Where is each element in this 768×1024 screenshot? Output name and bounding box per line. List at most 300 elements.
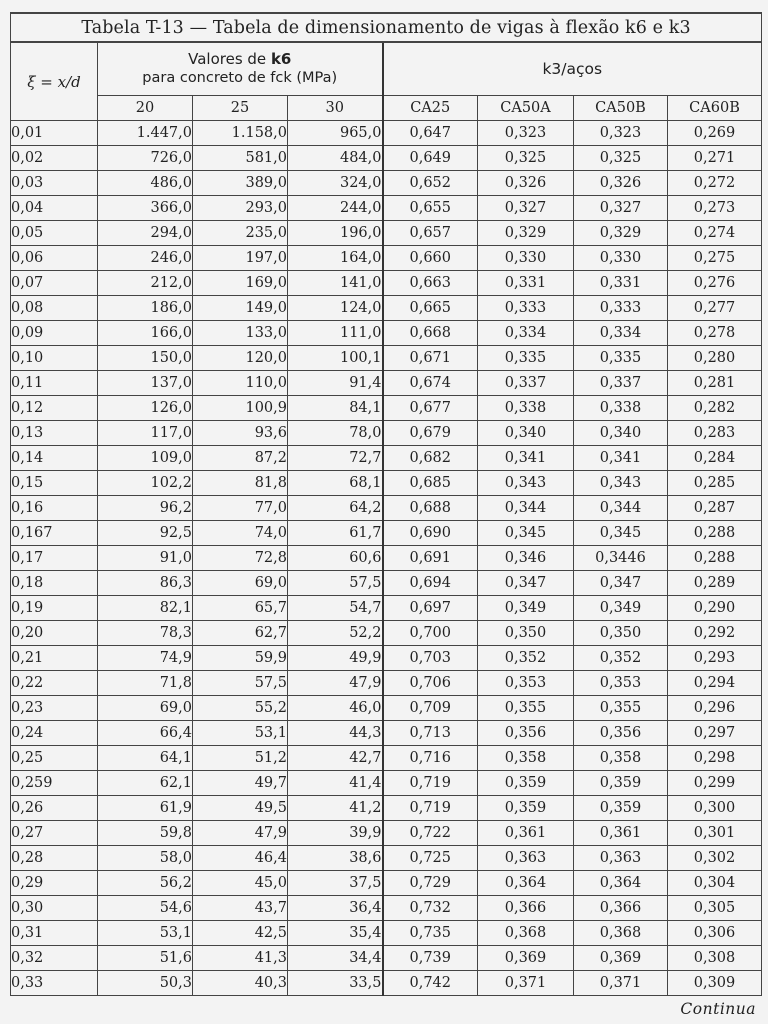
cell-k3-ca50b: 0,343 — [574, 471, 668, 496]
cell-k6-25: 57,5 — [193, 671, 288, 696]
cell-k3-ca50a: 0,343 — [478, 471, 574, 496]
cell-k6-30: 49,9 — [288, 646, 383, 671]
cell-k3-ca50b: 0,331 — [574, 271, 668, 296]
cell-k3-ca50a: 0,335 — [478, 346, 574, 371]
cell-k3-ca25: 0,657 — [383, 221, 478, 246]
table-row — [11, 546, 762, 571]
cell-xi: 0,11 — [11, 371, 98, 396]
cell-k3-ca50a: 0,326 — [478, 171, 574, 196]
cell-k3-ca50b: 0,350 — [574, 621, 668, 646]
cell-xi: 0,20 — [11, 621, 98, 646]
cell-k3-ca60b: 0,276 — [668, 271, 762, 296]
cell-k3-ca50b: 0,3446 — [574, 546, 668, 571]
cell-xi: 0,07 — [11, 271, 98, 296]
cell-k6-20: 150,0 — [98, 346, 193, 371]
cell-k6-25: 389,0 — [193, 171, 288, 196]
cell-k6-20: 212,0 — [98, 271, 193, 296]
cell-xi: 0,05 — [11, 221, 98, 246]
cell-k6-25: 293,0 — [193, 196, 288, 221]
table-row — [11, 121, 762, 146]
cell-xi: 0,17 — [11, 546, 98, 571]
cell-k3-ca50b: 0,338 — [574, 396, 668, 421]
cell-k6-20: 92,5 — [98, 521, 193, 546]
cell-k3-ca60b: 0,302 — [668, 846, 762, 871]
cell-k6-30: 37,5 — [288, 871, 383, 896]
cell-k3-ca50b: 0,364 — [574, 871, 668, 896]
cell-k3-ca50a: 0,330 — [478, 246, 574, 271]
cell-k3-ca60b: 0,271 — [668, 146, 762, 171]
continua-label: Continua — [680, 1000, 756, 1018]
cell-k3-ca60b: 0,296 — [668, 696, 762, 721]
cell-k6-25: 169,0 — [193, 271, 288, 296]
cell-k3-ca25: 0,716 — [383, 746, 478, 771]
table-row — [11, 496, 762, 521]
cell-k3-ca50b: 0,368 — [574, 921, 668, 946]
cell-k3-ca25: 0,671 — [383, 346, 478, 371]
cell-k3-ca50b: 0,337 — [574, 371, 668, 396]
cell-k3-ca60b: 0,304 — [668, 871, 762, 896]
cell-xi: 0,167 — [11, 521, 98, 546]
cell-k3-ca50a: 0,359 — [478, 796, 574, 821]
cell-xi: 0,27 — [11, 821, 98, 846]
cell-k3-ca25: 0,655 — [383, 196, 478, 221]
cell-k3-ca50b: 0,356 — [574, 721, 668, 746]
cell-k3-ca50b: 0,330 — [574, 246, 668, 271]
cell-k6-20: 82,1 — [98, 596, 193, 621]
cell-k3-ca50a: 0,356 — [478, 721, 574, 746]
cell-k6-25: 235,0 — [193, 221, 288, 246]
cell-k6-30: 52,2 — [288, 621, 383, 646]
cell-xi: 0,23 — [11, 696, 98, 721]
cell-k3-ca60b: 0,292 — [668, 621, 762, 646]
cell-k3-ca50b: 0,349 — [574, 596, 668, 621]
cell-k3-ca25: 0,652 — [383, 171, 478, 196]
k6-k3-table — [10, 12, 762, 996]
cell-k3-ca60b: 0,283 — [668, 421, 762, 446]
cell-k6-25: 1.158,0 — [193, 121, 288, 146]
col-header-ca50a: CA50A — [478, 96, 574, 121]
cell-xi: 0,28 — [11, 846, 98, 871]
cell-k6-30: 46,0 — [288, 696, 383, 721]
cell-k6-25: 197,0 — [193, 246, 288, 271]
table-row — [11, 421, 762, 446]
cell-k3-ca60b: 0,274 — [668, 221, 762, 246]
cell-xi: 0,33 — [11, 971, 98, 996]
k6-title-prefix: Valores de — [188, 50, 271, 68]
cell-k6-30: 61,7 — [288, 521, 383, 546]
cell-xi: 0,15 — [11, 471, 98, 496]
cell-xi: 0,14 — [11, 446, 98, 471]
cell-k6-30: 196,0 — [288, 221, 383, 246]
cell-k3-ca50a: 0,327 — [478, 196, 574, 221]
cell-k3-ca60b: 0,290 — [668, 596, 762, 621]
cell-k6-30: 141,0 — [288, 271, 383, 296]
cell-xi: 0,19 — [11, 596, 98, 621]
cell-k3-ca25: 0,682 — [383, 446, 478, 471]
cell-k3-ca50b: 0,369 — [574, 946, 668, 971]
table-row — [11, 696, 762, 721]
cell-k6-30: 91,4 — [288, 371, 383, 396]
cell-k3-ca25: 0,725 — [383, 846, 478, 871]
cell-k3-ca25: 0,735 — [383, 921, 478, 946]
cell-k3-ca50a: 0,323 — [478, 121, 574, 146]
cell-k3-ca60b: 0,282 — [668, 396, 762, 421]
cell-k6-30: 64,2 — [288, 496, 383, 521]
cell-k6-25: 69,0 — [193, 571, 288, 596]
cell-k6-20: 486,0 — [98, 171, 193, 196]
cell-k3-ca50b: 0,335 — [574, 346, 668, 371]
col-header-ca50b: CA50B — [574, 96, 668, 121]
cell-xi: 0,16 — [11, 496, 98, 521]
cell-k3-ca60b: 0,281 — [668, 371, 762, 396]
cell-k6-20: 62,1 — [98, 771, 193, 796]
cell-k3-ca60b: 0,309 — [668, 971, 762, 996]
cell-xi: 0,12 — [11, 396, 98, 421]
cell-k6-20: 126,0 — [98, 396, 193, 421]
cell-k3-ca50b: 0,345 — [574, 521, 668, 546]
cell-k3-ca25: 0,663 — [383, 271, 478, 296]
cell-k3-ca50a: 0,341 — [478, 446, 574, 471]
cell-k3-ca25: 0,685 — [383, 471, 478, 496]
cell-k6-20: 66,4 — [98, 721, 193, 746]
cell-k3-ca50b: 0,371 — [574, 971, 668, 996]
table-row — [11, 896, 762, 921]
table-row — [11, 971, 762, 996]
cell-k6-20: 137,0 — [98, 371, 193, 396]
cell-k3-ca50a: 0,355 — [478, 696, 574, 721]
cell-k6-30: 100,1 — [288, 346, 383, 371]
cell-k3-ca50a: 0,368 — [478, 921, 574, 946]
k6-header — [98, 42, 383, 96]
cell-k3-ca50a: 0,325 — [478, 146, 574, 171]
cell-k3-ca50b: 0,359 — [574, 796, 668, 821]
cell-k6-25: 120,0 — [193, 346, 288, 371]
cell-k6-25: 53,1 — [193, 721, 288, 746]
cell-k6-25: 45,0 — [193, 871, 288, 896]
cell-k6-30: 38,6 — [288, 846, 383, 871]
cell-k3-ca25: 0,706 — [383, 671, 478, 696]
table-row — [11, 146, 762, 171]
cell-xi: 0,21 — [11, 646, 98, 671]
cell-k3-ca50a: 0,331 — [478, 271, 574, 296]
table-row — [11, 721, 762, 746]
cell-k6-25: 149,0 — [193, 296, 288, 321]
cell-k3-ca60b: 0,305 — [668, 896, 762, 921]
cell-k3-ca50b: 0,352 — [574, 646, 668, 671]
cell-k6-30: 33,5 — [288, 971, 383, 996]
table-row — [11, 871, 762, 896]
cell-k6-20: 186,0 — [98, 296, 193, 321]
cell-k3-ca50a: 0,364 — [478, 871, 574, 896]
cell-k3-ca50b: 0,329 — [574, 221, 668, 246]
cell-k6-25: 59,9 — [193, 646, 288, 671]
cell-k3-ca60b: 0,288 — [668, 546, 762, 571]
table-row — [11, 271, 762, 296]
cell-xi: 0,26 — [11, 796, 98, 821]
cell-k3-ca50a: 0,340 — [478, 421, 574, 446]
k6-title-bold: k6 — [270, 50, 292, 68]
cell-k6-25: 93,6 — [193, 421, 288, 446]
table-row — [11, 246, 762, 271]
cell-k6-20: 109,0 — [98, 446, 193, 471]
cell-k6-20: 91,0 — [98, 546, 193, 571]
table-title: Tabela T-13 — Tabela de dimensionamento de vigas à flexão k6 e k3 — [11, 13, 762, 42]
col-header-30: 30 — [288, 96, 383, 121]
cell-k6-25: 49,5 — [193, 796, 288, 821]
cell-k3-ca60b: 0,306 — [668, 921, 762, 946]
cell-xi: 0,30 — [11, 896, 98, 921]
cell-k3-ca60b: 0,301 — [668, 821, 762, 846]
cell-k3-ca25: 0,700 — [383, 621, 478, 646]
cell-k6-20: 58,0 — [98, 846, 193, 871]
cell-k6-20: 54,6 — [98, 896, 193, 921]
cell-k3-ca50b: 0,359 — [574, 771, 668, 796]
cell-k3-ca25: 0,719 — [383, 771, 478, 796]
cell-k6-20: 51,6 — [98, 946, 193, 971]
table-row — [11, 321, 762, 346]
k3-header: k3/aços — [383, 42, 762, 96]
cell-k6-25: 40,3 — [193, 971, 288, 996]
cell-k3-ca25: 0,649 — [383, 146, 478, 171]
cell-k6-25: 87,2 — [193, 446, 288, 471]
cell-k3-ca50a: 0,337 — [478, 371, 574, 396]
cell-k3-ca25: 0,719 — [383, 796, 478, 821]
cell-k6-20: 69,0 — [98, 696, 193, 721]
cell-k6-25: 74,0 — [193, 521, 288, 546]
cell-k3-ca50a: 0,338 — [478, 396, 574, 421]
cell-k6-25: 51,2 — [193, 746, 288, 771]
cell-k6-20: 50,3 — [98, 971, 193, 996]
cell-k3-ca50a: 0,345 — [478, 521, 574, 546]
table-row — [11, 396, 762, 421]
cell-k3-ca60b: 0,278 — [668, 321, 762, 346]
table-row — [11, 671, 762, 696]
cell-k3-ca25: 0,722 — [383, 821, 478, 846]
cell-k6-20: 61,9 — [98, 796, 193, 821]
cell-k3-ca50a: 0,353 — [478, 671, 574, 696]
cell-xi: 0,10 — [11, 346, 98, 371]
cell-k6-30: 34,4 — [288, 946, 383, 971]
cell-k3-ca50b: 0,333 — [574, 296, 668, 321]
table-body — [11, 121, 762, 996]
cell-k6-30: 164,0 — [288, 246, 383, 271]
table-row — [11, 171, 762, 196]
cell-xi: 0,18 — [11, 571, 98, 596]
cell-k3-ca60b: 0,284 — [668, 446, 762, 471]
cell-k6-20: 246,0 — [98, 246, 193, 271]
cell-k3-ca25: 0,660 — [383, 246, 478, 271]
table-row — [11, 821, 762, 846]
cell-k3-ca60b: 0,298 — [668, 746, 762, 771]
cell-k6-20: 1.447,0 — [98, 121, 193, 146]
cell-xi: 0,25 — [11, 746, 98, 771]
cell-k3-ca60b: 0,287 — [668, 496, 762, 521]
cell-k6-30: 124,0 — [288, 296, 383, 321]
cell-k6-20: 64,1 — [98, 746, 193, 771]
cell-k3-ca25: 0,729 — [383, 871, 478, 896]
table-row — [11, 471, 762, 496]
col-header-ca60b: CA60B — [668, 96, 762, 121]
cell-xi: 0,08 — [11, 296, 98, 321]
table-row — [11, 596, 762, 621]
cell-k3-ca25: 0,713 — [383, 721, 478, 746]
cell-k6-30: 68,1 — [288, 471, 383, 496]
cell-k3-ca25: 0,668 — [383, 321, 478, 346]
cell-k3-ca25: 0,688 — [383, 496, 478, 521]
cell-k3-ca50a: 0,334 — [478, 321, 574, 346]
cell-k3-ca50a: 0,361 — [478, 821, 574, 846]
cell-k3-ca50b: 0,353 — [574, 671, 668, 696]
cell-k3-ca50b: 0,344 — [574, 496, 668, 521]
cell-k3-ca60b: 0,294 — [668, 671, 762, 696]
cell-k3-ca50b: 0,361 — [574, 821, 668, 846]
cell-k3-ca25: 0,679 — [383, 421, 478, 446]
k6-subtitle: para concreto de fck (MPa) — [142, 70, 338, 86]
cell-k3-ca50b: 0,325 — [574, 146, 668, 171]
cell-k6-25: 55,2 — [193, 696, 288, 721]
cell-k3-ca60b: 0,280 — [668, 346, 762, 371]
cell-k6-25: 65,7 — [193, 596, 288, 621]
table-row — [11, 746, 762, 771]
table-row — [11, 571, 762, 596]
cell-k3-ca60b: 0,308 — [668, 946, 762, 971]
cell-xi: 0,24 — [11, 721, 98, 746]
cell-k3-ca60b: 0,299 — [668, 771, 762, 796]
cell-k3-ca50b: 0,363 — [574, 846, 668, 871]
cell-k3-ca50a: 0,369 — [478, 946, 574, 971]
cell-k3-ca60b: 0,273 — [668, 196, 762, 221]
cell-k6-20: 56,2 — [98, 871, 193, 896]
cell-k6-25: 100,9 — [193, 396, 288, 421]
cell-k6-30: 111,0 — [288, 321, 383, 346]
cell-xi: 0,03 — [11, 171, 98, 196]
cell-k6-20: 53,1 — [98, 921, 193, 946]
cell-xi: 0,01 — [11, 121, 98, 146]
cell-xi: 0,09 — [11, 321, 98, 346]
cell-k6-20: 102,2 — [98, 471, 193, 496]
cell-k3-ca50b: 0,341 — [574, 446, 668, 471]
cell-k3-ca60b: 0,277 — [668, 296, 762, 321]
table-row — [11, 221, 762, 246]
cell-k6-25: 41,3 — [193, 946, 288, 971]
cell-k3-ca25: 0,674 — [383, 371, 478, 396]
cell-k3-ca50b: 0,327 — [574, 196, 668, 221]
cell-xi: 0,06 — [11, 246, 98, 271]
cell-k6-30: 44,3 — [288, 721, 383, 746]
cell-k3-ca25: 0,742 — [383, 971, 478, 996]
cell-k6-20: 78,3 — [98, 621, 193, 646]
cell-k6-25: 43,7 — [193, 896, 288, 921]
cell-k6-30: 35,4 — [288, 921, 383, 946]
xi-header: ξ = x/d — [11, 42, 98, 121]
table-row — [11, 296, 762, 321]
cell-k6-20: 166,0 — [98, 321, 193, 346]
cell-k3-ca25: 0,739 — [383, 946, 478, 971]
cell-xi: 0,04 — [11, 196, 98, 221]
cell-k6-30: 60,6 — [288, 546, 383, 571]
cell-k3-ca60b: 0,269 — [668, 121, 762, 146]
cell-k3-ca50b: 0,366 — [574, 896, 668, 921]
cell-k6-30: 72,7 — [288, 446, 383, 471]
table-row — [11, 446, 762, 471]
cell-k3-ca25: 0,709 — [383, 696, 478, 721]
cell-k3-ca50a: 0,371 — [478, 971, 574, 996]
cell-k3-ca60b: 0,289 — [668, 571, 762, 596]
col-header-ca25: CA25 — [383, 96, 478, 121]
cell-k3-ca50b: 0,323 — [574, 121, 668, 146]
cell-k3-ca25: 0,694 — [383, 571, 478, 596]
cell-k6-20: 96,2 — [98, 496, 193, 521]
cell-k3-ca60b: 0,297 — [668, 721, 762, 746]
cell-k3-ca50b: 0,340 — [574, 421, 668, 446]
cell-k6-30: 78,0 — [288, 421, 383, 446]
cell-xi: 0,259 — [11, 771, 98, 796]
cell-k3-ca50a: 0,366 — [478, 896, 574, 921]
cell-k6-30: 42,7 — [288, 746, 383, 771]
cell-k6-25: 72,8 — [193, 546, 288, 571]
cell-k3-ca60b: 0,285 — [668, 471, 762, 496]
cell-xi: 0,32 — [11, 946, 98, 971]
cell-k6-30: 47,9 — [288, 671, 383, 696]
cell-k6-25: 81,8 — [193, 471, 288, 496]
cell-k6-20: 86,3 — [98, 571, 193, 596]
cell-k6-30: 54,7 — [288, 596, 383, 621]
cell-k6-30: 324,0 — [288, 171, 383, 196]
cell-k6-20: 294,0 — [98, 221, 193, 246]
col-header-20: 20 — [98, 96, 193, 121]
cell-xi: 0,22 — [11, 671, 98, 696]
table-row — [11, 846, 762, 871]
cell-k6-30: 41,4 — [288, 771, 383, 796]
table-row — [11, 521, 762, 546]
cell-k6-30: 39,9 — [288, 821, 383, 846]
table-row — [11, 621, 762, 646]
cell-k3-ca25: 0,703 — [383, 646, 478, 671]
cell-k6-20: 117,0 — [98, 421, 193, 446]
cell-k6-30: 484,0 — [288, 146, 383, 171]
cell-k3-ca50a: 0,359 — [478, 771, 574, 796]
table-row — [11, 921, 762, 946]
cell-k6-25: 110,0 — [193, 371, 288, 396]
cell-k6-30: 84,1 — [288, 396, 383, 421]
table-row — [11, 196, 762, 221]
table-row — [11, 796, 762, 821]
cell-k3-ca50a: 0,358 — [478, 746, 574, 771]
cell-k6-25: 46,4 — [193, 846, 288, 871]
cell-k3-ca60b: 0,293 — [668, 646, 762, 671]
cell-k3-ca60b: 0,275 — [668, 246, 762, 271]
cell-k3-ca50b: 0,358 — [574, 746, 668, 771]
cell-k6-25: 49,7 — [193, 771, 288, 796]
cell-k6-30: 244,0 — [288, 196, 383, 221]
cell-k3-ca50b: 0,334 — [574, 321, 668, 346]
cell-k3-ca50b: 0,347 — [574, 571, 668, 596]
cell-k3-ca50b: 0,355 — [574, 696, 668, 721]
cell-k3-ca60b: 0,272 — [668, 171, 762, 196]
cell-k3-ca25: 0,697 — [383, 596, 478, 621]
cell-k3-ca50a: 0,329 — [478, 221, 574, 246]
cell-k6-25: 42,5 — [193, 921, 288, 946]
table-row — [11, 946, 762, 971]
cell-xi: 0,13 — [11, 421, 98, 446]
cell-xi: 0,29 — [11, 871, 98, 896]
cell-k6-20: 726,0 — [98, 146, 193, 171]
cell-xi: 0,02 — [11, 146, 98, 171]
cell-xi: 0,31 — [11, 921, 98, 946]
cell-k3-ca25: 0,732 — [383, 896, 478, 921]
table-row — [11, 646, 762, 671]
cell-k6-25: 62,7 — [193, 621, 288, 646]
